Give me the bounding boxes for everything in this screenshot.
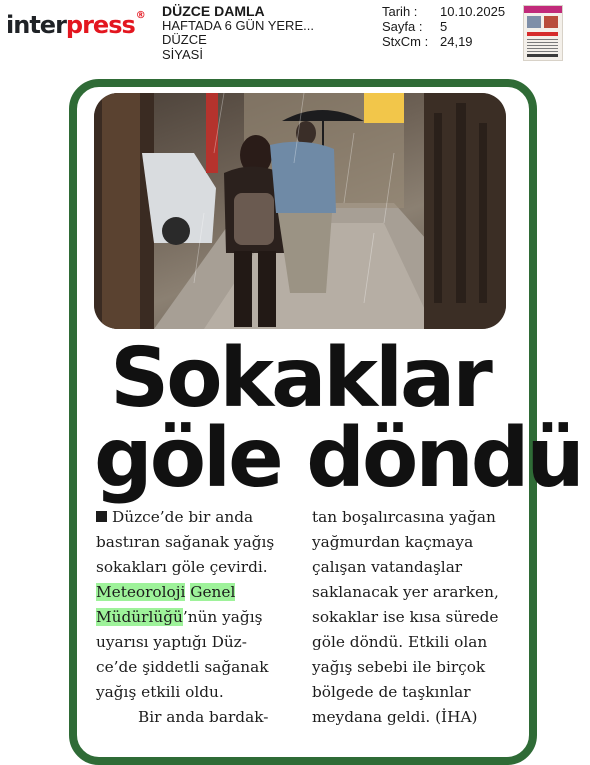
thumbnail-headline-bar xyxy=(527,32,558,36)
publication-frequency: HAFTADA 6 GÜN YERE... xyxy=(162,17,314,33)
meta-page: Sayfa : 5 xyxy=(382,19,448,34)
lead-square-bullet xyxy=(96,511,107,522)
interpress-logo: interpress® xyxy=(6,10,145,39)
page-thumbnail[interactable] xyxy=(523,5,563,61)
body-line xyxy=(96,530,292,555)
body-line xyxy=(96,555,292,580)
body-text: Düzce’de bir anda xyxy=(112,508,254,526)
article-body-left-column xyxy=(96,505,292,730)
body-line xyxy=(96,655,292,680)
body-line: sokaklar ise kısa sürede xyxy=(312,608,499,626)
meta-date: Tarih : 10.10.2025 xyxy=(382,4,506,19)
body-text: ce’de şiddetli sağanak xyxy=(96,658,269,676)
body-line xyxy=(96,605,292,630)
body-text: sokakları göle çevirdi. xyxy=(96,558,268,576)
meta-stxcm: StxCm : 24,19 xyxy=(382,34,473,49)
publication-info xyxy=(162,4,362,62)
body-text: ’nün yağış xyxy=(182,608,263,626)
body-line: tan boşalırcasına yağan xyxy=(312,508,496,526)
body-line: meydana geldi. (İHA) xyxy=(312,708,478,726)
publication-city: DÜZCE xyxy=(162,32,207,47)
body-line: göle döndü. Etkili olan xyxy=(312,633,488,651)
body-line xyxy=(96,580,292,605)
body-line: yağış sebebi ile birçok xyxy=(312,658,486,676)
body-line xyxy=(96,680,292,705)
rainy-street-illustration xyxy=(94,93,506,329)
body-text: yağış etkili oldu. xyxy=(96,683,224,701)
body-line xyxy=(96,630,292,655)
body-line: saklanacak yer ararken, xyxy=(312,583,499,601)
publication-name: DÜZCE DAMLA xyxy=(162,3,265,19)
body-line: yağmurdan kaçmaya xyxy=(312,533,474,551)
body-line xyxy=(96,505,292,530)
body-line: çalışan vatandaşlar xyxy=(312,558,463,576)
highlighted-term: Meteoroloji xyxy=(96,583,186,601)
body-line xyxy=(96,705,292,730)
body-text: Bir anda bardak- xyxy=(138,708,269,726)
body-text: bastıran sağanak yağış xyxy=(96,533,275,551)
thumbnail-masthead xyxy=(524,6,562,13)
headline-line-1: Sokaklar xyxy=(110,331,490,426)
publication-category: SİYASİ xyxy=(162,46,203,62)
thumbnail-photo xyxy=(527,16,541,28)
article-photo xyxy=(94,93,506,329)
thumbnail-text-lines xyxy=(527,39,558,53)
thumbnail-photo xyxy=(544,16,558,28)
article-body-right-column xyxy=(312,505,516,730)
clipping-meta xyxy=(382,4,522,49)
headline-line-2: göle döndü xyxy=(94,411,582,506)
thumbnail-footer xyxy=(527,54,558,57)
highlighted-term: Müdürlüğü xyxy=(96,608,183,626)
body-line: bölgede de taşkınlar xyxy=(312,683,471,701)
highlighted-term: Genel xyxy=(190,583,236,601)
body-text: uyarısı yaptığı Düz- xyxy=(96,633,247,651)
